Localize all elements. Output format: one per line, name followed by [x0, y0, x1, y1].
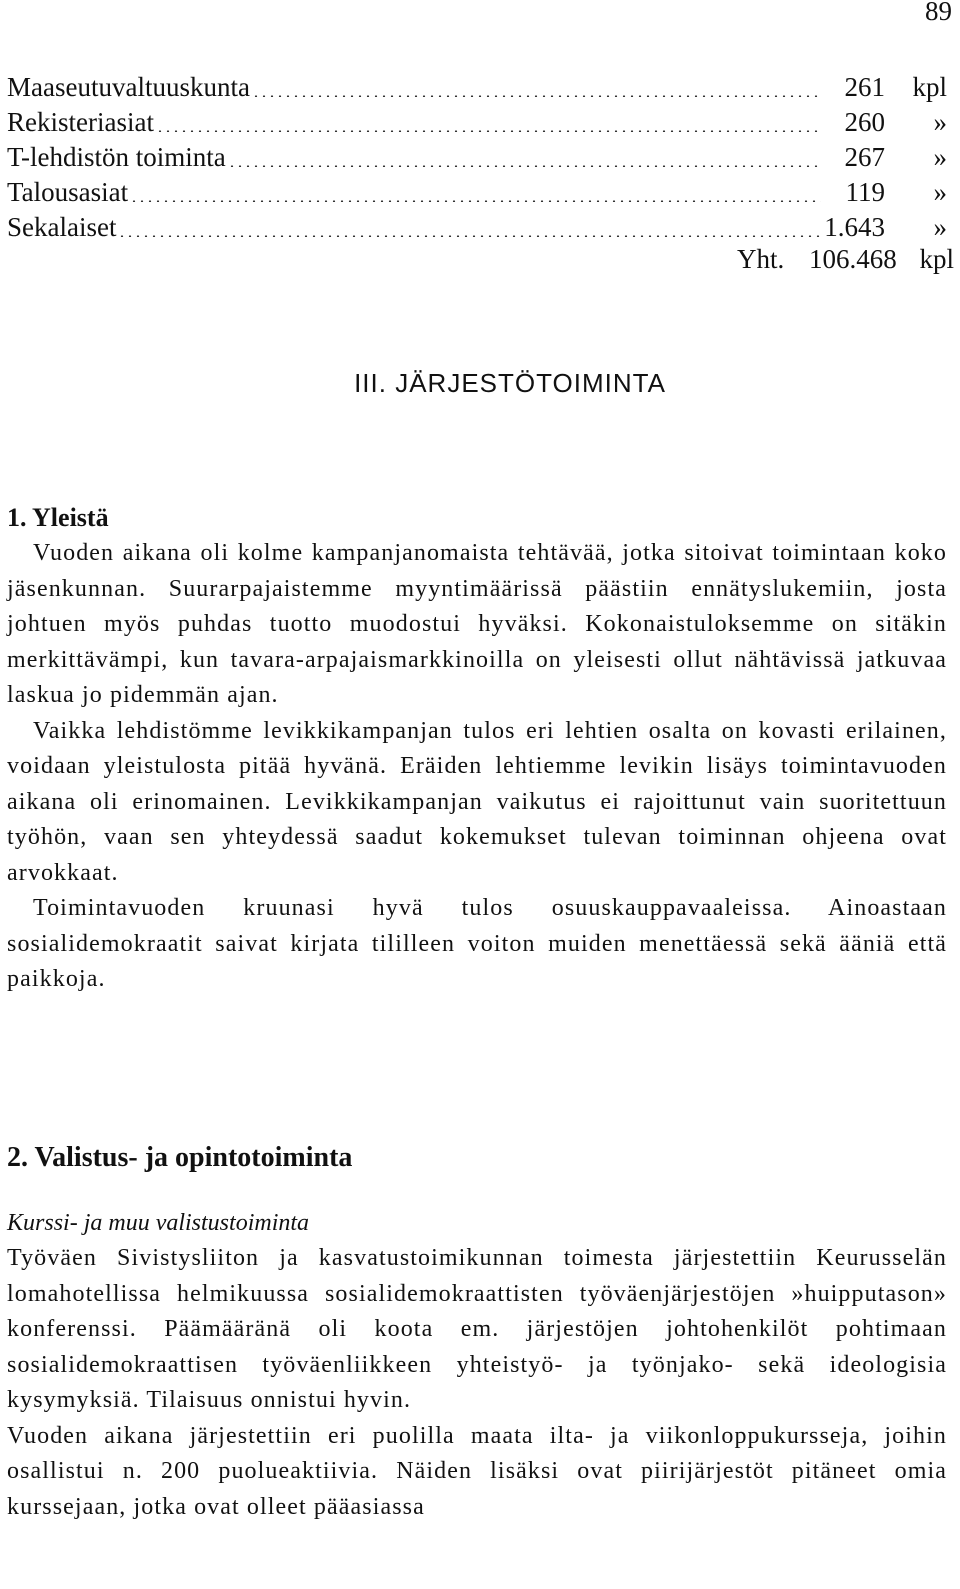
statistics-list [7, 70, 947, 245]
stat-value: 267 [844, 142, 885, 172]
dot-leader [130, 200, 821, 202]
total-row [737, 242, 954, 277]
paragraph: Toimintavuoden kruunasi hyvä tulos osuuskauppavaaleissa. Ainoastaan sosialidemokraatit saivat kirjata tililleen voiton muiden menettäessä sekä ääniä että paikkoja. [7, 895, 947, 992]
paragraph: Vuoden aikana järjestettiin eri puolilla maata ilta- ja viikonloppukursseja, joihin osallistui n. 200 puolueaktiivia. Näiden lisäksi ovat piirijärjestöt pitäneet omia kurssejaan, jotka ovat olleet pääasiassa [7, 1422, 947, 1520]
paragraph: Työväen Sivistysliiton ja kasvatustoimikunnan toimesta järjestettiin Keurusselän lomahotellissa helmikuussa sosialidemokraattisten työväenjärjestöjen »huipputason» konferenssi. Päämääränä oli koota em. järjestöjen johtohenkilöt pohtimaan sosialidemokraattisen työväenliikkeen yhteistyö- ja työnjako- sekä ideologisia kysymyksiä. Tilaisuus onnistui hyvin. [7, 1245, 947, 1413]
general-title: 1. Yleistä [7, 503, 109, 532]
paragraph: Vuoden aikana oli kolme kampanjanomaista tehtävää, jotka sitoivat toimintaan koko jäsenkunnan. Suurarpajaistemme myyntimäärissä päästiin ennätyslukemiin, josta johtuen myös puhdas tuotto muodostui hyväksi. Kokonaistuloksemme on sitäkin merkittävämpi, kun tavara-arpajaismarkkinoilla on yleisesti ollut nähtävissä jatkuvaa laskua jo pidemmän ajan. [7, 540, 947, 708]
stat-label: Talousasiat [7, 177, 129, 207]
stat-unit: kpl [912, 72, 947, 102]
stat-label: T-lehdistön toiminta [7, 142, 226, 172]
section-heading: III. JÄRJESTÖTOIMINTA [354, 368, 666, 398]
stat-row [7, 175, 947, 210]
stat-label: Maaseutuvaltuuskunta [7, 72, 250, 102]
page-number: 89 [925, 0, 952, 26]
education-section [7, 1140, 947, 1525]
general-section [7, 500, 947, 998]
dot-leader [252, 95, 821, 97]
dot-leader [118, 235, 821, 237]
education-title: 2. Valistus- ja opintotoiminta [7, 1142, 353, 1173]
stat-label: Sekalaiset [7, 212, 117, 242]
stat-value: 119 [845, 177, 885, 207]
stat-label: Rekisteriasiat [7, 107, 154, 137]
total-unit: kpl [919, 244, 954, 274]
paragraph: Vaikka lehdistömme levikkikampanjan tulos eri lehtien osalta on kovasti erilainen, voidaan yleistulosta pitää hyvänä. Eräiden lehtiemme levikin lisäys toimintavuoden aikana oli erinomainen. Levikkikampanjan vaikutus ei rajoittunut vain suoritettuun työhön, vaan sen yhteydessä saadut kokemukset tulevan toiminnan ohjeena ovat arvokkaat. [7, 717, 947, 886]
total-label: Yht. [736, 244, 785, 274]
stat-unit: » [933, 212, 947, 242]
stat-value: 261 [844, 72, 885, 102]
stat-value: 1.643 [824, 212, 885, 242]
stat-unit: » [933, 107, 947, 137]
total-value: 106.468 [808, 244, 897, 274]
stat-row [7, 140, 947, 175]
stat-value: 260 [844, 107, 885, 137]
stat-row [7, 70, 947, 105]
stat-row [7, 210, 947, 245]
dot-leader [156, 130, 821, 132]
stat-unit: » [933, 177, 947, 207]
stat-unit: » [933, 142, 947, 172]
dot-leader [228, 165, 821, 167]
education-subtitle: Kurssi- ja muu valistustoiminta [7, 1210, 310, 1236]
stat-row [7, 105, 947, 140]
